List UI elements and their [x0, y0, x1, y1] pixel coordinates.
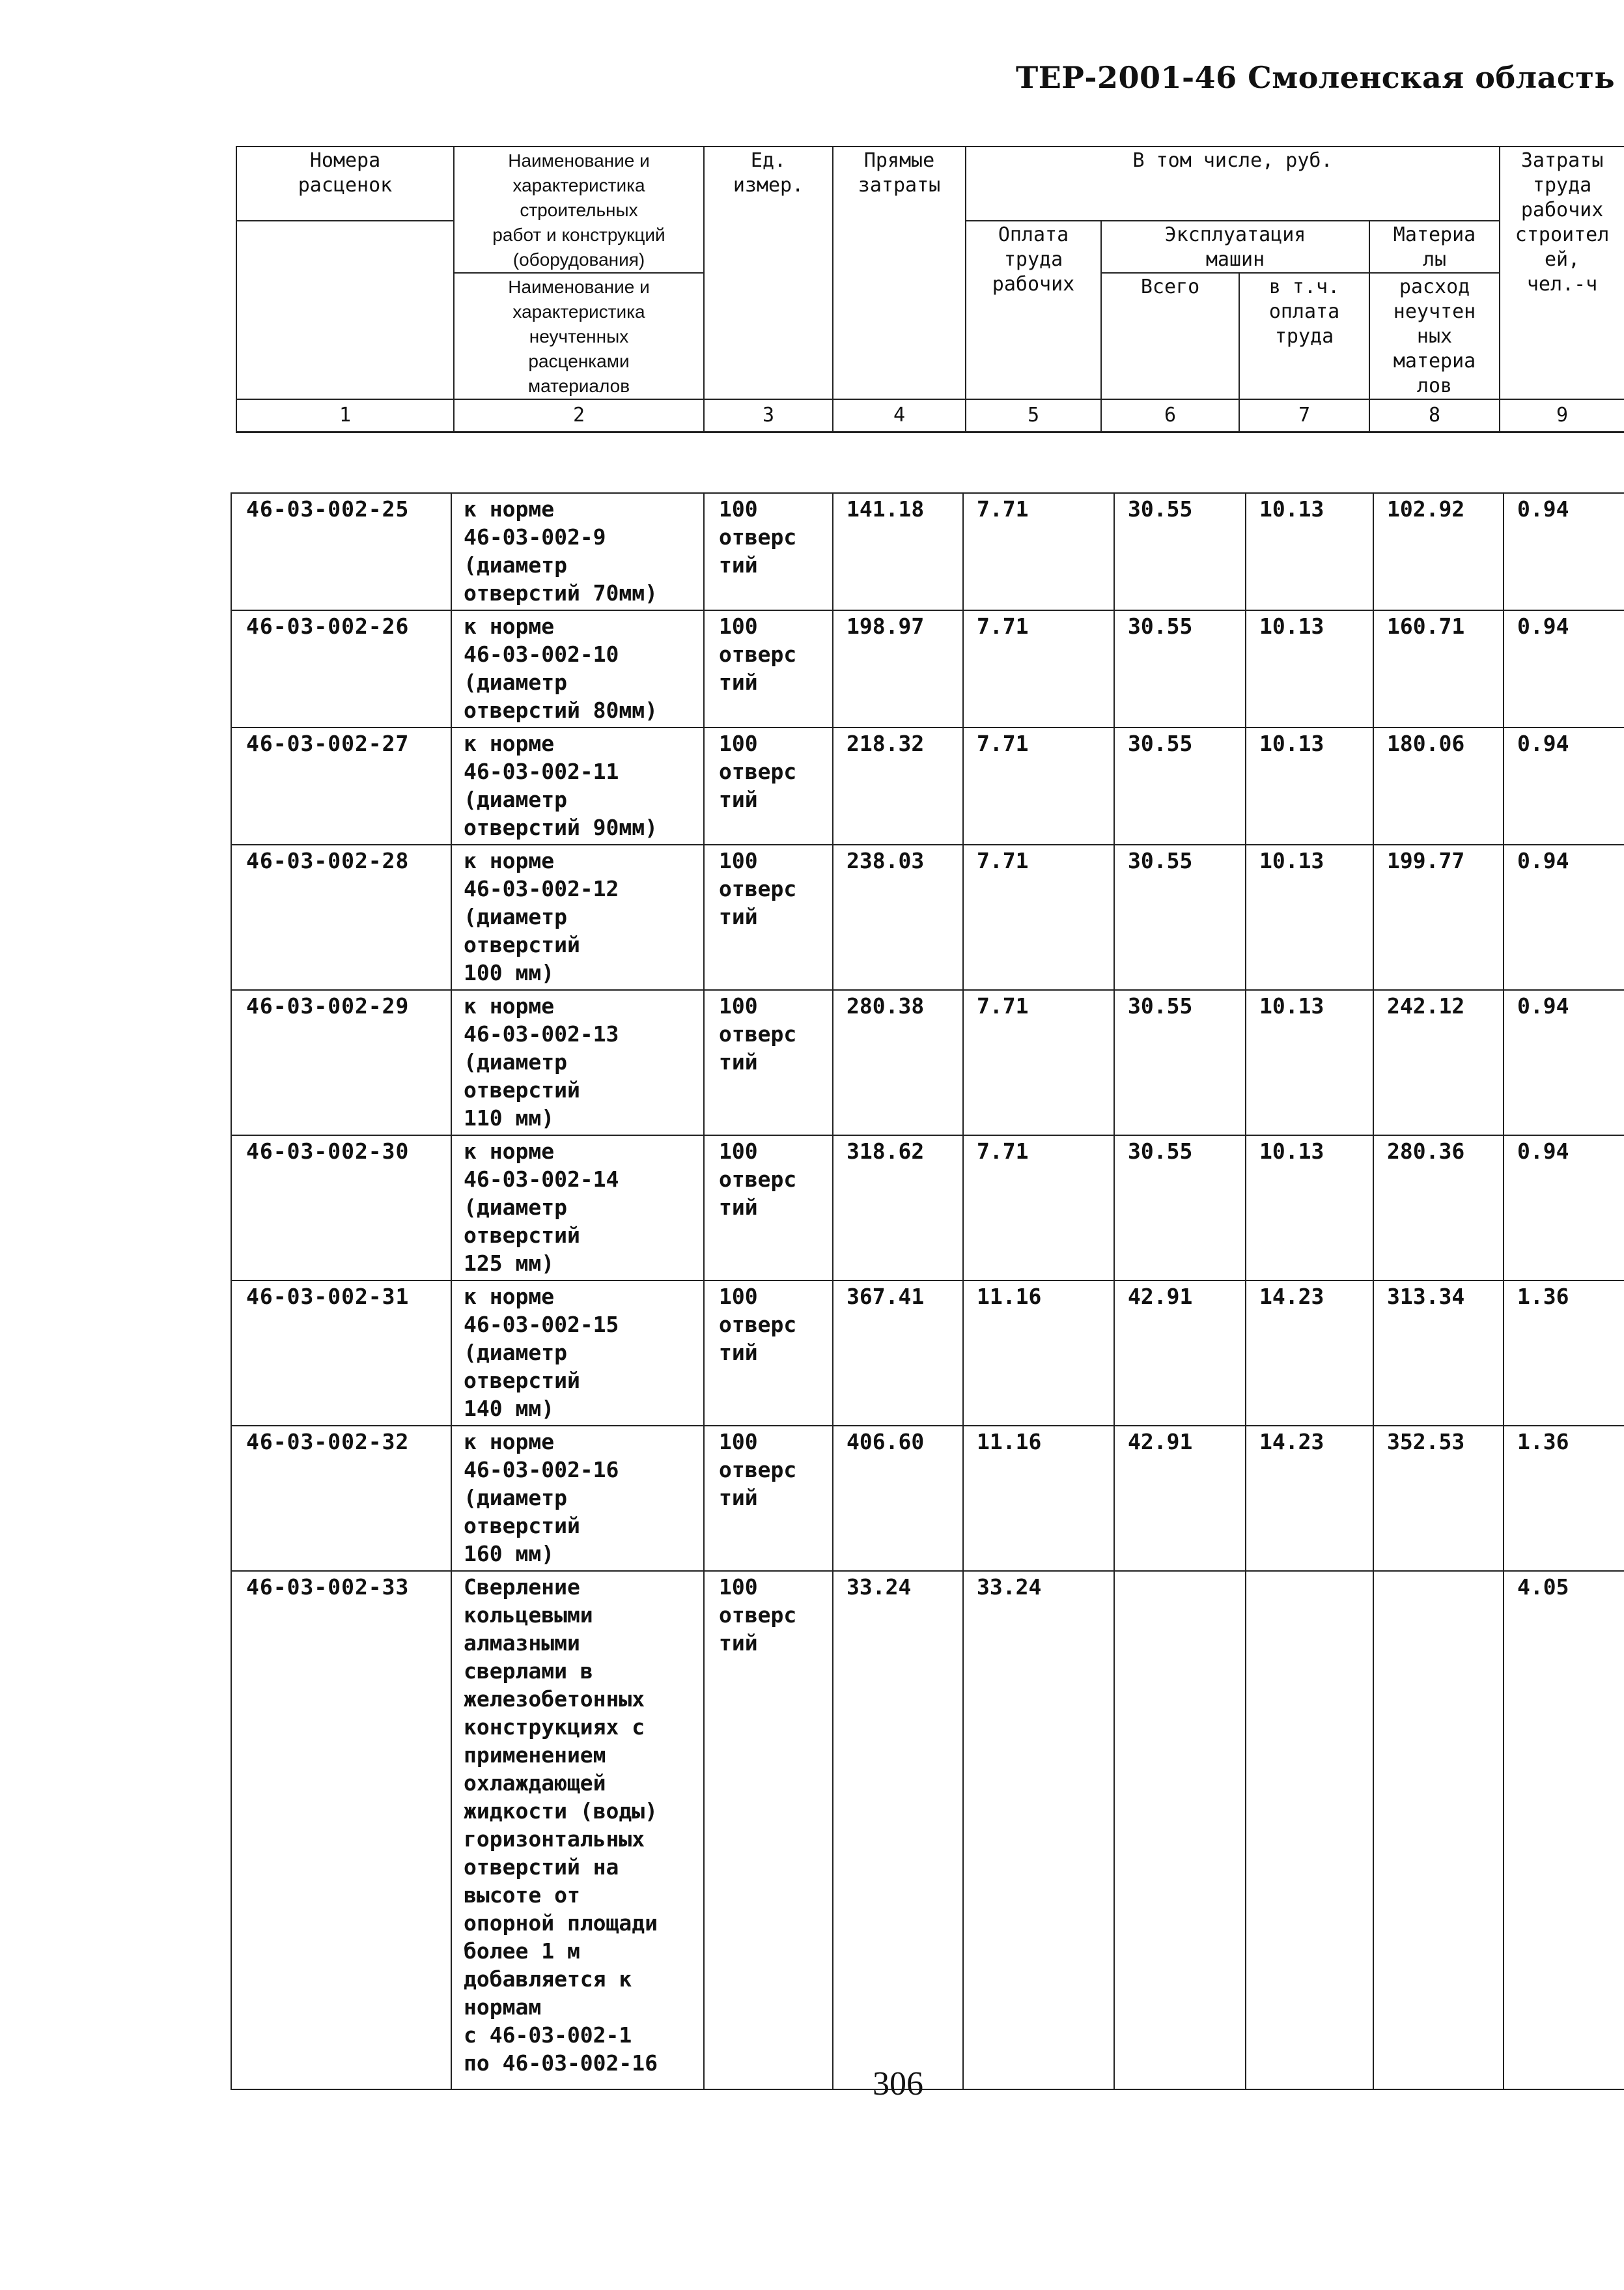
column-number: 1: [236, 399, 454, 432]
rate-machines-total: 42.91: [1114, 1426, 1246, 1571]
table-row: [231, 1135, 1624, 1280]
rate-labor-pay: 7.71: [963, 845, 1114, 990]
page-header-title: ТЕР-2001-46 Смоленская область: [1016, 60, 1616, 95]
column-number: 9: [1500, 399, 1624, 432]
rate-code: 46-03-002-27: [231, 728, 451, 845]
rate-labor-hours: 4.05: [1504, 1571, 1624, 2089]
rate-direct-costs: 141.18: [833, 493, 963, 610]
column-number: 8: [1369, 399, 1500, 432]
table-row: [231, 610, 1624, 728]
header-machines-labor: в т.ч. оплата труда: [1239, 273, 1369, 399]
rate-materials: 313.34: [1373, 1280, 1504, 1426]
rate-labor-pay: 7.71: [963, 728, 1114, 845]
rate-name: к норме 46-03-002-11 (диаметр отверстий 90мм): [451, 728, 704, 845]
header-rate-numbers: Номера расценок: [236, 147, 454, 221]
rate-direct-costs: 238.03: [833, 845, 963, 990]
rate-machines-total: 42.91: [1114, 1280, 1246, 1426]
rate-materials: 280.36: [1373, 1135, 1504, 1280]
rate-labor-hours: 1.36: [1504, 1426, 1624, 1571]
rate-unit: 100 отверс тий: [704, 493, 833, 610]
rate-labor-pay: 11.16: [963, 1426, 1114, 1571]
rate-labor-pay: 7.71: [963, 493, 1114, 610]
rate-unit: 100 отверс тий: [704, 1426, 833, 1571]
rate-code: 46-03-002-25: [231, 493, 451, 610]
rate-name: к норме 46-03-002-15 (диаметр отверстий 140 мм): [451, 1280, 704, 1426]
rate-name: к норме 46-03-002-9 (диаметр отверстий 70мм): [451, 493, 704, 610]
rate-direct-costs: 406.60: [833, 1426, 963, 1571]
rate-labor-pay: 7.71: [963, 990, 1114, 1135]
rate-materials: 180.06: [1373, 728, 1504, 845]
rate-labor-hours: 0.94: [1504, 845, 1624, 990]
rate-labor-pay: 7.71: [963, 610, 1114, 728]
table-row: [231, 493, 1624, 610]
rate-machines-total: 30.55: [1114, 493, 1246, 610]
table-row: [231, 1280, 1624, 1426]
header-direct-costs: Прямые затраты: [833, 147, 966, 399]
header-unaccounted-materials-name: Наименование и характеристика неучтенных расценками материалов: [454, 273, 704, 399]
rate-labor-hours: 1.36: [1504, 1280, 1624, 1426]
rate-direct-costs: 218.32: [833, 728, 963, 845]
header-materials: Материа лы: [1369, 221, 1500, 273]
header-including-group: В том числе, руб.: [966, 147, 1500, 221]
rate-direct-costs: 280.38: [833, 990, 963, 1135]
table-row: [231, 728, 1624, 845]
header-machines-group: Эксплуатация машин: [1101, 221, 1369, 273]
column-number: 4: [833, 399, 966, 432]
rate-name: к норме 46-03-002-13 (диаметр отверстий 110 мм): [451, 990, 704, 1135]
rate-unit: 100 отверс тий: [704, 1571, 833, 2089]
rate-machines-labor: 14.23: [1246, 1426, 1373, 1571]
header-work-name: Наименование и характеристика строительных работ и конструкций (оборудования): [454, 147, 704, 273]
rate-direct-costs: 33.24: [833, 1571, 963, 2089]
rate-code: 46-03-002-28: [231, 845, 451, 990]
rate-labor-hours: 0.94: [1504, 728, 1624, 845]
rate-code: 46-03-002-26: [231, 610, 451, 728]
rate-name: к норме 46-03-002-16 (диаметр отверстий 160 мм): [451, 1426, 704, 1571]
rate-labor-pay: 7.71: [963, 1135, 1114, 1280]
rate-machines-total: 30.55: [1114, 845, 1246, 990]
rates-table: [231, 492, 1624, 2090]
table-row: [231, 1571, 1624, 2089]
table-row: [231, 1426, 1624, 1571]
rate-materials: 352.53: [1373, 1426, 1504, 1571]
rate-machines-total: 30.55: [1114, 990, 1246, 1135]
rate-labor-hours: 0.94: [1504, 1135, 1624, 1280]
rate-name: Сверление кольцевыми алмазными сверлами в железобетонных конструкциях с применением охлаждающей жидкости (воды) горизонтальных отверстий на высоте от опорной площади более 1 м добавляется к нормам с 46-03-002-1 по 46-03-002-16: [451, 1571, 704, 2089]
rate-unit: 100 отверс тий: [704, 1280, 833, 1426]
rate-name: к норме 46-03-002-14 (диаметр отверстий 125 мм): [451, 1135, 704, 1280]
rate-labor-hours: 0.94: [1504, 610, 1624, 728]
rate-machines-labor: [1246, 1571, 1373, 2089]
rate-machines-total: [1114, 1571, 1246, 2089]
rate-materials: [1373, 1571, 1504, 2089]
rate-unit: 100 отверс тий: [704, 990, 833, 1135]
header-materials-consumption: расход неучтен ных материа лов: [1369, 273, 1500, 399]
header-labor-pay: Оплата труда рабочих: [966, 221, 1101, 399]
rate-unit: 100 отверс тий: [704, 1135, 833, 1280]
rate-code: 46-03-002-31: [231, 1280, 451, 1426]
rate-machines-labor: 10.13: [1246, 1135, 1373, 1280]
rate-unit: 100 отверс тий: [704, 728, 833, 845]
rate-direct-costs: 318.62: [833, 1135, 963, 1280]
rate-code: 46-03-002-32: [231, 1426, 451, 1571]
column-number: 5: [966, 399, 1101, 432]
rate-machines-labor: 10.13: [1246, 728, 1373, 845]
rate-materials: 199.77: [1373, 845, 1504, 990]
rate-code: 46-03-002-33: [231, 1571, 451, 2089]
rate-materials: 160.71: [1373, 610, 1504, 728]
rate-materials: 242.12: [1373, 990, 1504, 1135]
header-rate-numbers-spacer: [236, 221, 454, 399]
rate-labor-hours: 0.94: [1504, 493, 1624, 610]
rate-direct-costs: 367.41: [833, 1280, 963, 1426]
table-row: [231, 845, 1624, 990]
rate-labor-hours: 0.94: [1504, 990, 1624, 1135]
rate-code: 46-03-002-30: [231, 1135, 451, 1280]
rate-name: к норме 46-03-002-12 (диаметр отверстий 100 мм): [451, 845, 704, 990]
rate-labor-pay: 33.24: [963, 1571, 1114, 2089]
header-unit: Ед. измер.: [704, 147, 833, 399]
table-row: [231, 990, 1624, 1135]
rate-code: 46-03-002-29: [231, 990, 451, 1135]
rate-machines-labor: 10.13: [1246, 493, 1373, 610]
column-number: 3: [704, 399, 833, 432]
rate-materials: 102.92: [1373, 493, 1504, 610]
page-number: 306: [873, 2065, 923, 2102]
rate-name: к норме 46-03-002-10 (диаметр отверстий 80мм): [451, 610, 704, 728]
header-labor-hours: Затраты труда рабочих строител ей, чел.-ч: [1500, 147, 1624, 399]
rate-machines-labor: 10.13: [1246, 610, 1373, 728]
rate-machines-total: 30.55: [1114, 1135, 1246, 1280]
rate-unit: 100 отверс тий: [704, 845, 833, 990]
rate-machines-labor: 10.13: [1246, 845, 1373, 990]
column-number: 2: [454, 399, 704, 432]
table-header: [236, 146, 1624, 433]
header-machines-total: Всего: [1101, 273, 1239, 399]
rate-machines-labor: 10.13: [1246, 990, 1373, 1135]
rate-machines-total: 30.55: [1114, 610, 1246, 728]
column-number: 7: [1239, 399, 1369, 432]
rate-direct-costs: 198.97: [833, 610, 963, 728]
rate-machines-total: 30.55: [1114, 728, 1246, 845]
column-number: 6: [1101, 399, 1239, 432]
rate-machines-labor: 14.23: [1246, 1280, 1373, 1426]
rate-unit: 100 отверс тий: [704, 610, 833, 728]
rate-labor-pay: 11.16: [963, 1280, 1114, 1426]
